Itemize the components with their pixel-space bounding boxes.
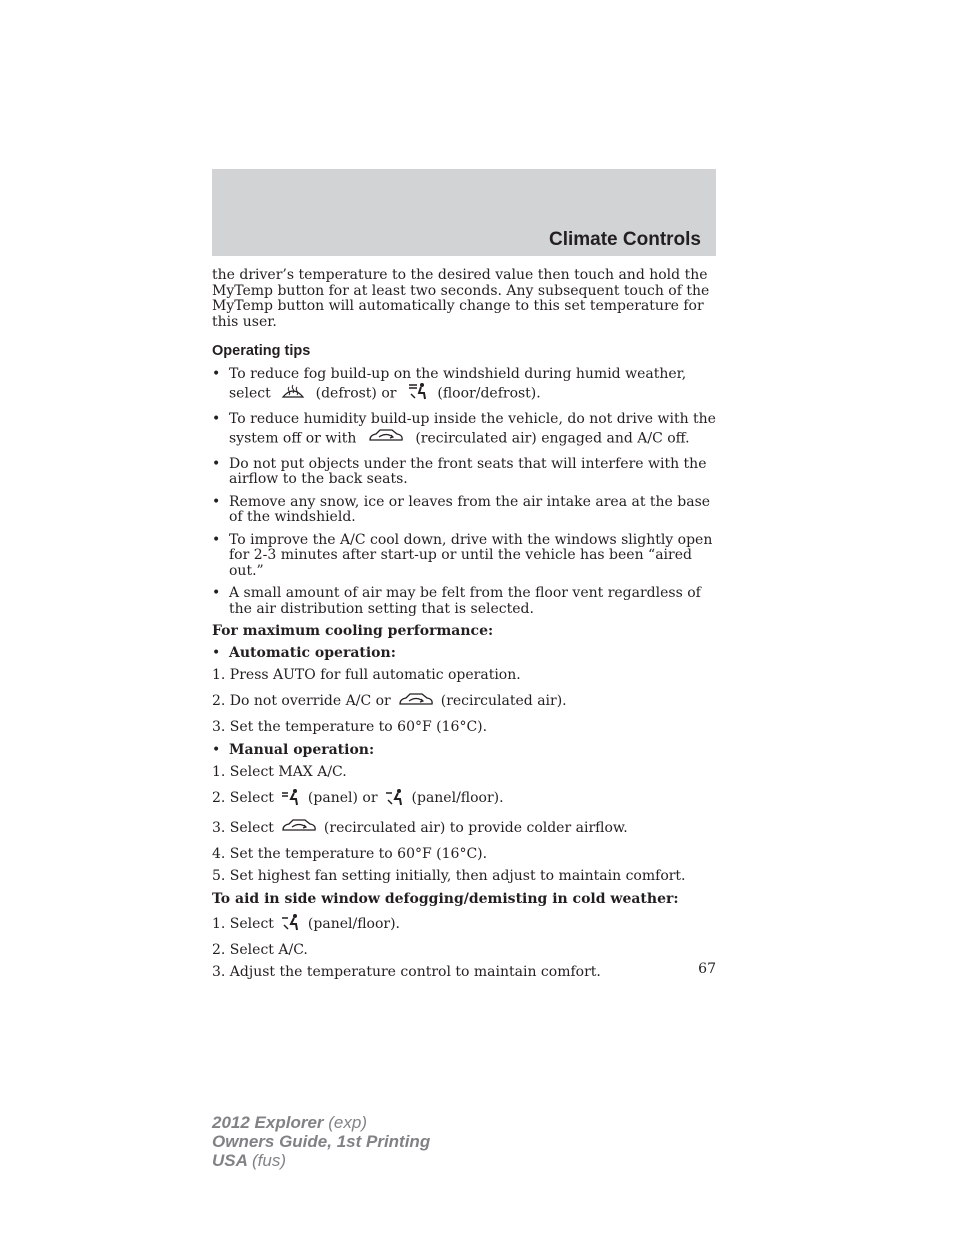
floor-defrost-icon — [407, 382, 427, 405]
page-number: 67 — [698, 961, 716, 977]
step-item: 4. Set the temperature to 60°F (16°C). — [212, 845, 488, 862]
list-item: • To reduce fog build-up on the windshield during humid weather, select (defrost) or (floor/defrost). — [212, 367, 716, 405]
step-item: 1. Press AUTO for full automatic operation. — [212, 667, 521, 683]
max-cooling-heading: For maximum cooling performance: — [212, 623, 494, 639]
step-item: 1. Select MAX A/C. — [212, 764, 347, 780]
step-item: 2. Do not override A/C or (recirculated air). — [212, 691, 716, 714]
page-content — [212, 268, 716, 988]
step-item: 3. Select (recirculated air) to provide colder airflow. — [212, 817, 716, 840]
section-header — [212, 169, 716, 256]
section-title: Climate Controls — [548, 229, 701, 250]
recirculated-air-icon — [397, 691, 435, 714]
step-item: 3. Set the temperature to 60°F (16°C). — [212, 719, 488, 735]
panel-floor-icon — [384, 788, 406, 811]
list-item: • Do not put objects under the front seats that will interfere with the airflow to the back seats. — [212, 455, 707, 487]
list-item: • Automatic operation: — [212, 644, 396, 661]
list-item: • A small amount of air may be felt from the floor vent regardless of the air distribution setting that is selected. — [212, 585, 701, 617]
list-item: • To reduce humidity build-up inside the vehicle, do not drive with the system off or with (recirculated air) engaged and A/C off. — [212, 412, 716, 450]
step-item: 1. Select (panel/floor). — [212, 913, 716, 936]
defog-heading: To aid in side window defogging/demisting in cold weather: — [212, 890, 679, 907]
step-item: 3. Adjust the temperature control to maintain comfort. — [212, 964, 601, 980]
step-item: 2. Select A/C. — [212, 941, 308, 958]
panel-floor-icon — [280, 913, 302, 936]
list-item: • Remove any snow, ice or leaves from the air intake area at the base of the windshield. — [212, 493, 711, 525]
step-item: 2. Select (panel) or (panel/floor). — [212, 788, 716, 811]
list-item: • Manual operation: — [212, 741, 375, 758]
list-item: • To improve the A/C cool down, drive with the windows slightly open for 2-3 minutes after start-up or until the vehicle has been “aired out.” — [212, 531, 713, 579]
intro-paragraph: the driver’s temperature to the desired value then touch and hold the MyTemp button for at least two seconds. Any subsequent touch of the MyTemp button will automatically change to this set temperature for this user. — [212, 267, 710, 330]
operating-tips-heading: Operating tips — [212, 343, 311, 359]
step-item: 5. Set highest fan setting initially, then adjust to maintain comfort. — [212, 868, 686, 884]
panel-vent-icon — [280, 788, 302, 811]
recirculated-air-icon — [367, 427, 405, 450]
defrost-icon — [281, 383, 305, 404]
recirculated-air-icon — [280, 817, 318, 840]
footer: 2012 Explorer (exp) Owners Guide, 1st Printing USA (fus) — [212, 1113, 431, 1170]
